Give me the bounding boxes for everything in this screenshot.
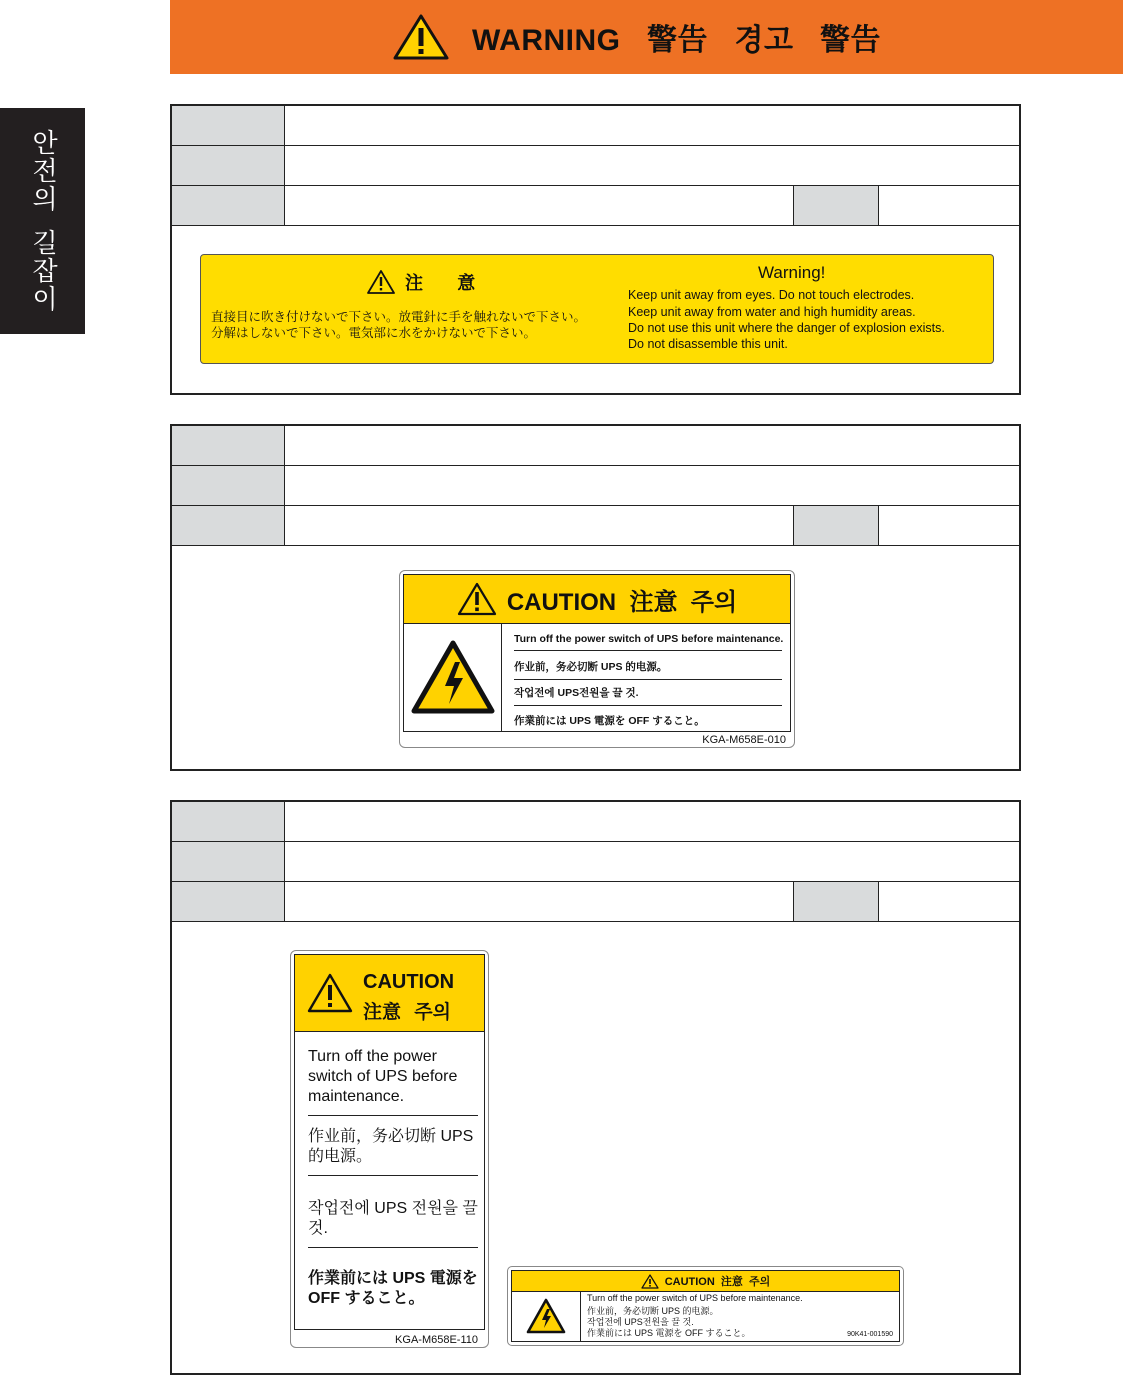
table-row: [172, 426, 1019, 466]
row-value-cell: [879, 186, 1019, 225]
label-code: 90K41-001590: [847, 1331, 893, 1338]
table-row: [172, 842, 1019, 882]
caution-label-frame: [511, 1270, 900, 1342]
row-value-cell: [285, 466, 1019, 505]
high-voltage-icon-cell: [404, 623, 502, 731]
high-voltage-icon: [411, 640, 495, 714]
label-text-line: Keep unit away from eyes. Do not touch electrodes.: [628, 288, 915, 302]
row-label-cell: [794, 882, 879, 921]
row-label-cell: [172, 146, 285, 185]
row-value-cell: [285, 106, 1019, 145]
table-row: [172, 146, 1019, 186]
row-label-cell: [172, 106, 285, 145]
row-value-cell: [879, 882, 1019, 921]
label-table-2: [170, 424, 1021, 771]
warning-triangle-icon: [457, 582, 497, 616]
caution-label-header: CAUTION 注意 주의: [512, 1271, 899, 1292]
row-value-cell: [285, 146, 1019, 185]
warning-label-yellow: [200, 254, 994, 364]
caution-label-header: CAUTION 注意 주의: [404, 575, 790, 624]
row-label-cell: [172, 466, 285, 505]
caution-label-header: CAUTION 注意 주의: [295, 955, 484, 1032]
table-row: [172, 186, 1019, 226]
label-text-block: 작업전에 UPS 전원을 끌 것.: [308, 1199, 478, 1248]
row-value-cell: [285, 882, 794, 921]
table-row: [172, 506, 1019, 546]
label-table-1: [170, 104, 1021, 395]
warning-triangle-icon: [641, 1274, 659, 1289]
row-value-cell: [879, 506, 1019, 545]
caution-label-vertical: [290, 950, 489, 1348]
row-value-cell: [285, 842, 1019, 881]
table-row: [172, 802, 1019, 842]
row-label-cell: [172, 506, 285, 545]
label-text-line: Do not use this unit where the danger of explosion exists.: [628, 321, 945, 335]
high-voltage-icon: [526, 1298, 566, 1334]
label-text-line: 作业前，务必切断 UPS 的电源。: [514, 659, 782, 680]
warning-triangle-icon: [307, 973, 353, 1013]
warning-triangle-icon: [392, 13, 450, 61]
label-text-line: 分解はしないで下さい。電気部に水をかけないで下さい。: [211, 325, 537, 340]
row-label-cell: [172, 842, 285, 881]
label-text-line: Turn off the power switch of UPS before maintenance.: [587, 1293, 803, 1303]
side-tab-line1: 안전의: [27, 129, 58, 213]
label-text-line: 作業前には UPS 電源を OFF すること。: [587, 1328, 751, 1338]
label-text-line: 작업전에 UPS전원을 끌 것.: [514, 685, 782, 706]
row-value-cell: [285, 186, 794, 225]
row-label-cell: [794, 186, 879, 225]
label-table-3: [170, 800, 1021, 1375]
side-tab-line2: 길잡이: [27, 229, 58, 313]
label-text-block: Turn off the power switch of UPS before maintenance.: [308, 1047, 478, 1116]
label-text-line: Keep unit away from water and high humidity areas.: [628, 305, 916, 319]
caution-label-horizontal: [399, 570, 795, 748]
table-row: [172, 106, 1019, 146]
label-text-line: Turn off the power switch of UPS before maintenance.: [514, 633, 782, 651]
label-heading-en: Warning!: [758, 263, 826, 282]
label-text-line: 作业前，务必切断 UPS 的电源。: [587, 1306, 719, 1316]
row-label-cell: [172, 186, 285, 225]
table-row: [172, 466, 1019, 506]
label-text-line: Do not disassemble this unit.: [628, 337, 788, 351]
warning-triangle-icon: [367, 270, 395, 294]
label-heading: 注 意: [367, 269, 489, 295]
high-voltage-icon-cell: [512, 1291, 581, 1341]
label-text-line: 作業前には UPS 電源を OFF すること。: [514, 715, 705, 727]
row-value-cell: [285, 426, 1019, 465]
warning-banner: [170, 0, 1123, 74]
label-code: KGA-M658E-010: [702, 734, 786, 746]
caution-label-frame: [403, 574, 791, 732]
label-text-line: 작업전에 UPS전원을 끌 것.: [587, 1317, 694, 1327]
label-text-block: 作业前，务必切断 UPS 的电源。: [308, 1127, 478, 1176]
table-row: [172, 882, 1019, 922]
caution-label-frame: [294, 954, 485, 1330]
row-value-cell: [285, 802, 1019, 841]
label-text-block: 作業前には UPS 電源を OFF すること。: [308, 1270, 478, 1307]
row-label-cell: [172, 882, 285, 921]
row-label-cell: [794, 506, 879, 545]
row-label-cell: [172, 426, 285, 465]
label-code: KGA-M658E-110: [395, 1334, 478, 1346]
side-tab: [0, 108, 85, 334]
caution-label-small: [507, 1266, 904, 1346]
banner-title: WARNING 警告 경고 警告: [472, 24, 881, 57]
row-label-cell: [172, 802, 285, 841]
row-value-cell: [285, 506, 794, 545]
label-text-line: 直接目に吹き付けないで下さい。放電針に手を触れないで下さい。: [211, 309, 587, 324]
